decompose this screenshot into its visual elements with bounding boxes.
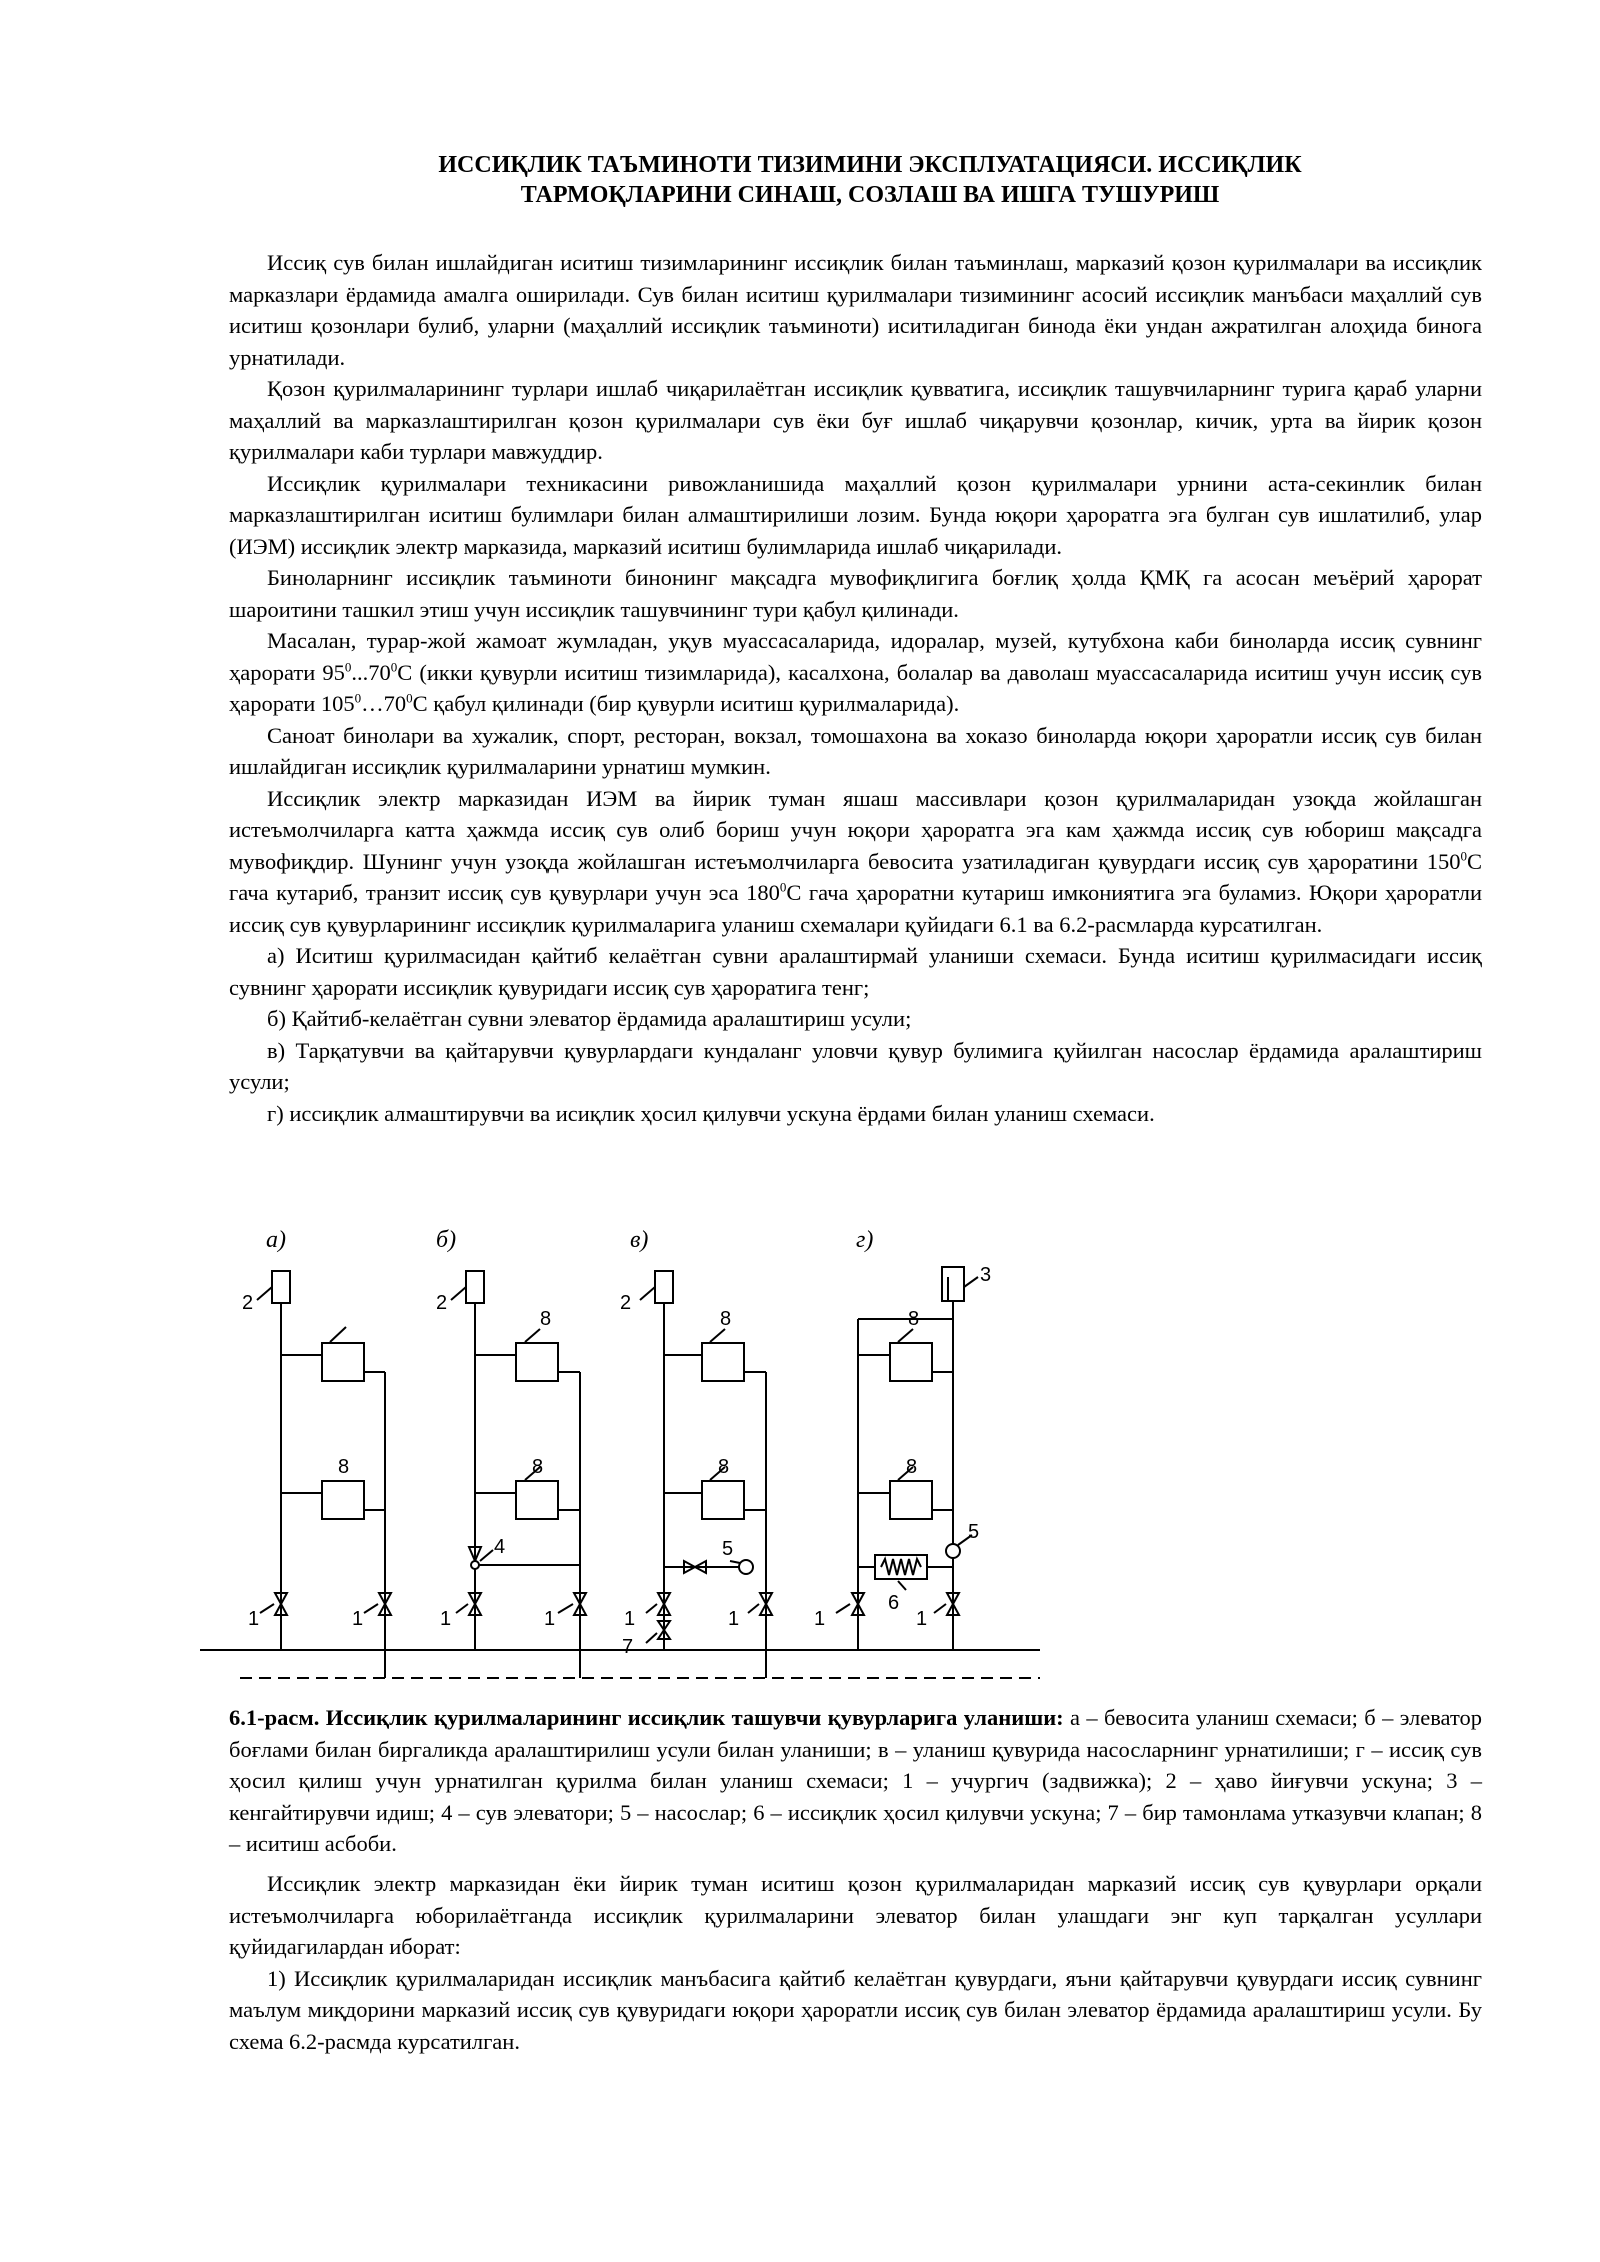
paragraph-6: Саноат бинолари ва хужалик, спорт, ресторан, вокзал, томошахона ва хоказо биноларда юқори ҳароратли иссиқ сув билан ишлайдиган иссиқлик қурилмаларини урнатиш мумкин. [229,722,1482,779]
expansion-tank-icon [942,1267,964,1301]
svg-text:2: 2 [242,1292,254,1314]
heater-icon [322,1343,364,1381]
air-collector-icon [466,1271,484,1303]
svg-text:1: 1 [440,1608,452,1630]
scheme-label-v: в) [630,1227,649,1253]
svg-text:1: 1 [248,1608,260,1630]
heater-icon [702,1481,744,1519]
svg-text:8: 8 [908,1308,920,1330]
svg-text:1: 1 [814,1608,826,1630]
paragraph-11: г) иссиқлик алмаштирувчи ва исиқлик ҳосил қилувчи ускуна ёрдами билан уланиш схемаси. [267,1100,1155,1126]
paragraph-1: Иссиқ сув билан ишлайдиган иситиш тизимларининг иссиқлик билан таъминлаш, марказий қозон қурилмалари ва иссиқлик марказлари ёрдамида амалга оширилади. Сув билан иситиш қурилмалари тизимининг асосий иссиқлик манъбаси маҳаллий сув иситиш қозонлари булиб, уларни (маҳаллий иссиқлик таъминоти) иситиладиган бинода ёки ундан ажратилган алоҳида бинога урнатилади. [229,250,1482,370]
svg-text:1: 1 [624,1608,636,1630]
svg-text:8: 8 [906,1456,918,1478]
svg-text:8: 8 [720,1308,732,1330]
paragraph-3: Иссиқлик қурилмалари техникасини ривожланишида маҳаллий қозон қурилмалари урнини аста-секинлик билан марказлаштирилган иситиш булимлари билан алмаштирилиши лозим. Бунда юқори ҳароратга эга булган сув ишлатилиб, улар (ИЭМ) иссиқлик электр марказида, марказий иситиш булимларида ишлаб чиқарилади. [229,470,1482,559]
caption-text: а – бевосита уланиш схемаси; б – элеватор боғлами билан биргаликда аралаштирилиш усули билан уланиши; в – уланиш қувурида насосларнинг урнатилиши; г – иссиқ сув ҳосил қилиш учун урнатилган қурилма билан уланиш схемаси; 1 – учургич (задвижка); 2 – ҳаво йиғувчи ускуна; 3 – кенгайтирувчи идиш; 4 – сув элеватори; 5 – насослар; 6 – иссиқлик ҳосил қилувчи ускуна; 7 – бир тамонлама утказувчи клапан; 8 – иситиш асбоби. [229,1705,1482,1856]
svg-text:6: 6 [888,1592,900,1614]
svg-text:1: 1 [728,1608,740,1630]
paragraph-13: 1) Иссиқлик қурилмаларидан иссиқлик манъбасига қайтиб келаётган қувурдаги, яъни қайтарувчи қувурдаги иссиқ сувнинг маълум миқдорини марказий иссиқ сув қувуридаги юқори ҳароратли иссиқ сув билан элеватор ёрдамида аралаштириш усули. Бу схема 6.2-расмда курсатилган. [229,1965,1482,2054]
scheme-a [242,1271,391,1678]
svg-text:8: 8 [718,1456,730,1478]
svg-text:7: 7 [622,1636,634,1658]
scheme-g [814,1264,991,1650]
scheme-label-g: г) [856,1227,874,1253]
svg-text:1: 1 [352,1608,364,1630]
svg-text:4: 4 [494,1536,506,1558]
heater-icon [516,1343,558,1381]
svg-text:3: 3 [980,1264,992,1286]
svg-text:1: 1 [916,1608,928,1630]
svg-text:8: 8 [532,1456,544,1478]
figure-caption [229,1702,1482,1860]
section-2 [229,1868,1482,2057]
heater-icon [702,1343,744,1381]
svg-text:1: 1 [544,1608,556,1630]
title-line-1: ИССИҚЛИК ТАЪМИНОТИ ТИЗИМИНИ ЭКСПЛУАТАЦИЯСИ. ИССИҚЛИК [438,152,1302,178]
paragraph-2: Қозон қурилмаларининг турлари ишлаб чиқарилаётган иссиқлик қувватига, иссиқлик ташувчиларнинг турига қараб уларни маҳаллий ва марказлаштирилган қозон қурилмалари сув ёки буғ ишлаб чиқарувчи қозонлар, кичик, урта ва йирик қозон қурилмалари каби турлари мавжуддир. [229,376,1482,464]
svg-text:2: 2 [436,1292,448,1314]
scheme-v [620,1271,772,1678]
svg-text:5: 5 [722,1538,734,1560]
svg-text:5: 5 [968,1521,980,1543]
air-collector-icon [272,1271,290,1303]
pump-icon [946,1544,960,1558]
connection-schemes-diagram [200,1225,1100,1685]
heat-exchanger-icon [875,1555,927,1579]
paragraph-10: в) Тарқатувчи ва қайтарувчи қувурлардаги кундаланг уловчи қувур булимига қуйилган насослар ёрдамида аралаштириш усули; [229,1037,1482,1094]
paragraph-4: Биноларнинг иссиқлик таъминоти бинонинг мақсадга мувофиқлигига боғлиқ ҳолда ҚМҚ га асосан меъёрий ҳарорат шароитини ташкил этиш учун иссиқлик ташувчининг тури қабул қилинади. [229,565,1482,622]
air-collector-icon [655,1271,673,1303]
svg-text:8: 8 [540,1308,552,1330]
pump-icon [739,1560,753,1574]
paragraph-5: Масалан, турар-жой жамоат жумладан, уқув муассасаларида, идоралар, музей, кутубхона каби биноларда иссиқ сувнинг ҳарорати $95^0...70^0С$ (икки қувурли иситиш тизимларида), касалхона, болалар ва даволаш муассасаларида иситиш учун иссиқ сув ҳарорати $105^0\dots 70^0С$ қабул қилинади (бир қувурли иситиш қурилмаларида). [229,628,1482,716]
heater-icon [516,1481,558,1519]
scheme-label-a: а) [266,1227,286,1253]
paragraph-7: Иссиқлик электр марказидан ИЭМ ва йирик туман яшаш массивлари қозон қурилмаларидан узоқда жойлашган истеъмолчиларга катта ҳажмда иссиқ сув олиб бориш учун юқори ҳароратга эга кам ҳажмда иссиқ сув юбориш мақсадга мувофиқдир. Шунинг учун узоқда жойлашган истеъмолчиларга бевосита узатиладиган қувурдаги иссиқ сув ҳароратини $150^0С$ гача кутариб, транзит иссиқ сув қувурлари учун эса $180^0С$ гача ҳароратни кутариш имкониятига эга буламиз. Юқори ҳароратли иссиқ сув қувурларининг иссиқлик қурилмаларига уланиш схемалари қуйидаги 6.1 ва 6.2-расмларда курсатилган. [229,785,1482,937]
heater-icon [890,1481,932,1519]
page-title [230,150,1510,210]
heater-icon [890,1343,932,1381]
heater-icon [322,1481,364,1519]
paragraph-8: а) Иситиш қурилмасидан қайтиб келаётган сувни аралаштирмай уланиши схемаси. Бунда иситиш қурилмасидаги иссиқ сувнинг ҳарорати иссиқлик қувуридаги иссиқ сув ҳароратига тенг; [229,943,1482,1000]
figure-6-1 [200,1225,1100,1685]
paragraph-9: б) Қайтиб-келаётган сувни элеватор ёрдамида аралаштириш усули; [267,1006,912,1031]
caption-title: 6.1-расм. Иссиқлик қурилмаларининг иссиқлик ташувчи қувурларига уланиши: [229,1705,1064,1730]
scheme-b [436,1271,586,1678]
svg-text:2: 2 [620,1292,632,1314]
title-line-2: ТАРМОҚЛАРИНИ СИНАШ, СОЗЛАШ ВА ИШГА ТУШУРИШ [520,182,1220,208]
scheme-label-b: б) [436,1227,457,1253]
section-1 [229,247,1482,1129]
paragraph-12: Иссиқлик электр марказидан ёки йирик туман иситиш қозон қурилмаларидан марказий иссиқ сув қувурлари орқали истеъмолчиларга юборилаётганда иссиқлик қурилмаларини элеватор билан улашдаги энг куп тарқалган усуллари қуйидагилардан иборат: [229,1871,1482,1959]
svg-text:8: 8 [338,1456,350,1478]
